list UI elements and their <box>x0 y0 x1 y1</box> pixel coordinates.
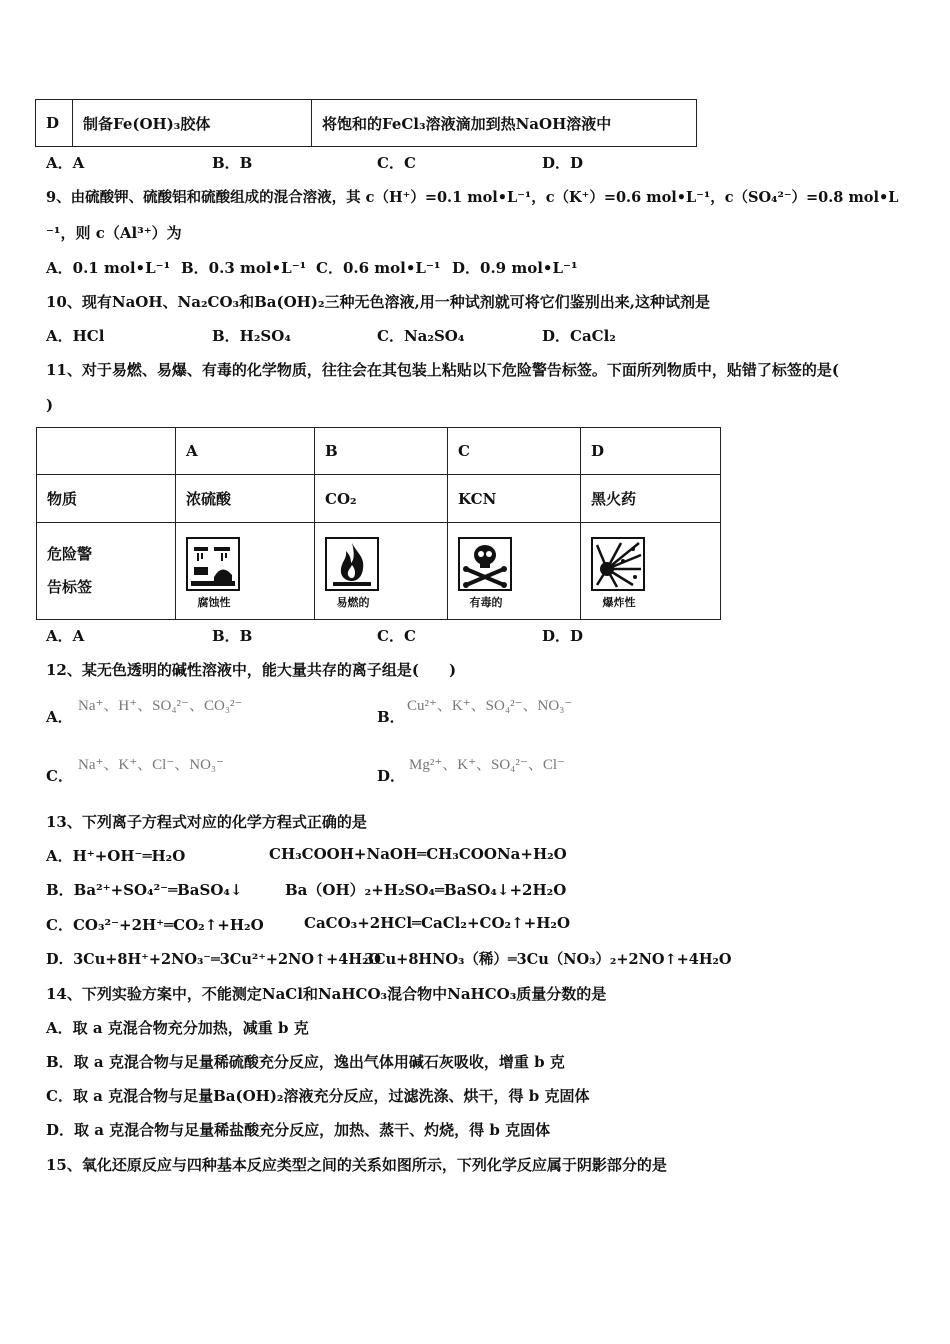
q8-operation: 制备Fe(OH)₃胶体 <box>73 100 312 147</box>
toxic-icon <box>458 537 512 591</box>
q13-option-b-chemical: Ba（OH）₂+H₂SO₄═BaSO₄↓+2H₂O <box>285 881 567 899</box>
q13-option-d-chemical: 3Cu+8HNO₃（稀）═3Cu（NO₃）₂+2NO↑+4H₂O <box>364 951 732 968</box>
q11-label-b-caption: 易燃的 <box>336 595 370 609</box>
q14-option-d[interactable]: D．取 a 克混合物与足量稀盐酸充分反应，加热、蒸干、灼烧，得 b 克固体 <box>46 1121 551 1139</box>
q10-option-a[interactable]: A．HCl <box>46 327 105 345</box>
q11-substance-a: 浓硫酸 <box>176 475 315 523</box>
q12-option-d-ions: Mg²⁺、K⁺、SO₄²⁻、Cl⁻ <box>409 757 565 773</box>
q11-option-d[interactable]: D．D <box>542 627 584 645</box>
q13-option-d[interactable]: D．3Cu+8H⁺+2NO₃⁻═3Cu²⁺+2NO↑+4H₂O <box>46 951 382 968</box>
q12-stem: 12、某无色透明的碱性溶液中，能大量共存的离子组是( ) <box>46 661 457 679</box>
q11-row-substance-label: 物质 <box>37 475 176 523</box>
q11-label-a-caption: 腐蚀性 <box>197 595 231 609</box>
q14-stem: 14、下列实验方案中，不能测定NaCl和NaHCO₃混合物中NaHCO₃质量分数的是 <box>46 985 607 1003</box>
q12-option-d[interactable]: D． <box>377 767 406 785</box>
q11-label-d-caption: 爆炸性 <box>602 595 636 609</box>
q8-option-b[interactable]: B．B <box>212 154 253 172</box>
q11-label-c-caption: 有毒的 <box>469 595 503 609</box>
corrosive-icon <box>186 537 240 591</box>
q11-substance-d: 黑火药 <box>581 475 721 523</box>
q11-label-a <box>176 523 315 620</box>
q11-option-c[interactable]: C．C <box>377 627 416 645</box>
q8-table <box>35 99 697 147</box>
flammable-icon <box>325 537 379 591</box>
q13-option-c-chemical: CaCO₃+2HCl═CaCl₂+CO₂↑+H₂O <box>304 914 571 932</box>
q11-row-label-line2: 告标签 <box>47 578 93 596</box>
q12-option-c-ions: Na⁺、K⁺、Cl⁻、NO₃⁻ <box>78 757 225 773</box>
q12-option-b-ions: Cu²⁺、K⁺、SO₄²⁻、NO₃⁻ <box>407 698 573 714</box>
q11-label-d <box>581 523 721 620</box>
q11-header-c: C <box>448 428 581 475</box>
q13-option-b[interactable]: B．Ba²⁺+SO₄²⁻═BaSO₄↓ <box>46 881 243 899</box>
explosive-icon <box>591 537 645 591</box>
q10-stem: 10、现有NaOH、Na₂CO₃和Ba(OH)₂三种无色溶液,用一种试剂就可将它们鉴别出来,这种试剂是 <box>46 293 710 311</box>
q11-label-b <box>315 523 448 620</box>
q13-option-a-chemical: CH₃COOH+NaOH═CH₃COONa+H₂O <box>269 845 567 863</box>
q13-option-c[interactable]: C．CO₃²⁻+2H⁺═CO₂↑+H₂O <box>46 916 264 934</box>
q8-row-letter: D <box>36 100 73 147</box>
q11-option-a[interactable]: A．A <box>46 627 85 645</box>
q9-option-d[interactable]: D．0.9 mol•L⁻¹ <box>452 259 578 277</box>
q11-label-c <box>448 523 581 620</box>
q11-header-b: B <box>315 428 448 475</box>
q11-substance-b: CO₂ <box>315 475 448 523</box>
q15-stem: 15、氧化还原反应与四种基本反应类型之间的关系如图所示，下列化学反应属于阴影部分的是 <box>46 1156 667 1174</box>
q12-option-a[interactable]: A． <box>46 708 73 726</box>
q10-option-c[interactable]: C．Na₂SO₄ <box>377 327 465 345</box>
q9-option-c[interactable]: C．0.6 mol•L⁻¹ <box>316 259 441 277</box>
q13-stem: 13、下列离子方程式对应的化学方程式正确的是 <box>46 813 367 831</box>
q11-row-label <box>37 523 176 620</box>
q9-option-b[interactable]: B．0.3 mol•L⁻¹ <box>181 259 307 277</box>
q9-option-a[interactable]: A．0.1 mol•L⁻¹ <box>46 259 171 277</box>
q11-substance-c: KCN <box>448 475 581 523</box>
q8-option-a[interactable]: A．A <box>46 154 85 172</box>
q9-stem-line2: ⁻¹，则 c（Al³⁺）为 <box>46 224 182 242</box>
q8-option-d[interactable]: D．D <box>542 154 584 172</box>
q14-option-c[interactable]: C．取 a 克混合物与足量Ba(OH)₂溶液充分反应，过滤洗涤、烘干，得 b 克固体 <box>46 1087 590 1105</box>
q11-table <box>36 427 721 620</box>
q11-header-d: D <box>581 428 721 475</box>
q11-stem-line2: ) <box>46 396 54 414</box>
q11-header-empty <box>37 428 176 475</box>
q10-option-d[interactable]: D．CaCl₂ <box>542 327 616 345</box>
q11-row-label-line1: 危险警 <box>47 545 93 563</box>
q10-option-b[interactable]: B．H₂SO₄ <box>212 327 291 345</box>
q11-stem-line1: 11、对于易燃、易爆、有毒的化学物质，往往会在其包装上粘贴以下危险警告标签。下面所列物质中，贴错了标签的是( <box>46 361 839 379</box>
q8-method: 将饱和的FeCl₃溶液滴加到热NaOH溶液中 <box>312 100 697 147</box>
q8-option-c[interactable]: C．C <box>377 154 416 172</box>
q13-option-a[interactable]: A．H⁺+OH⁻═H₂O <box>46 847 186 865</box>
q11-header-a: A <box>176 428 315 475</box>
q14-option-b[interactable]: B．取 a 克混合物与足量稀硫酸充分反应，逸出气体用碱石灰吸收，增重 b 克 <box>46 1053 565 1071</box>
q12-option-b[interactable]: B． <box>377 708 405 726</box>
q9-stem-line1: 9、由硫酸钾、硫酸铝和硫酸组成的混合溶液，其 c（H⁺）=0.1 mol•L⁻¹，c（K⁺）=0.6 mol•L⁻¹，c（SO₄²⁻）=0.8 mol•L <box>46 189 899 206</box>
q14-option-a[interactable]: A．取 a 克混合物充分加热，减重 b 克 <box>46 1019 309 1037</box>
q12-option-c[interactable]: C． <box>46 767 73 785</box>
q12-option-a-ions: Na⁺、H⁺、SO₄²⁻、CO₃²⁻ <box>78 698 243 714</box>
q11-option-b[interactable]: B．B <box>212 627 253 645</box>
